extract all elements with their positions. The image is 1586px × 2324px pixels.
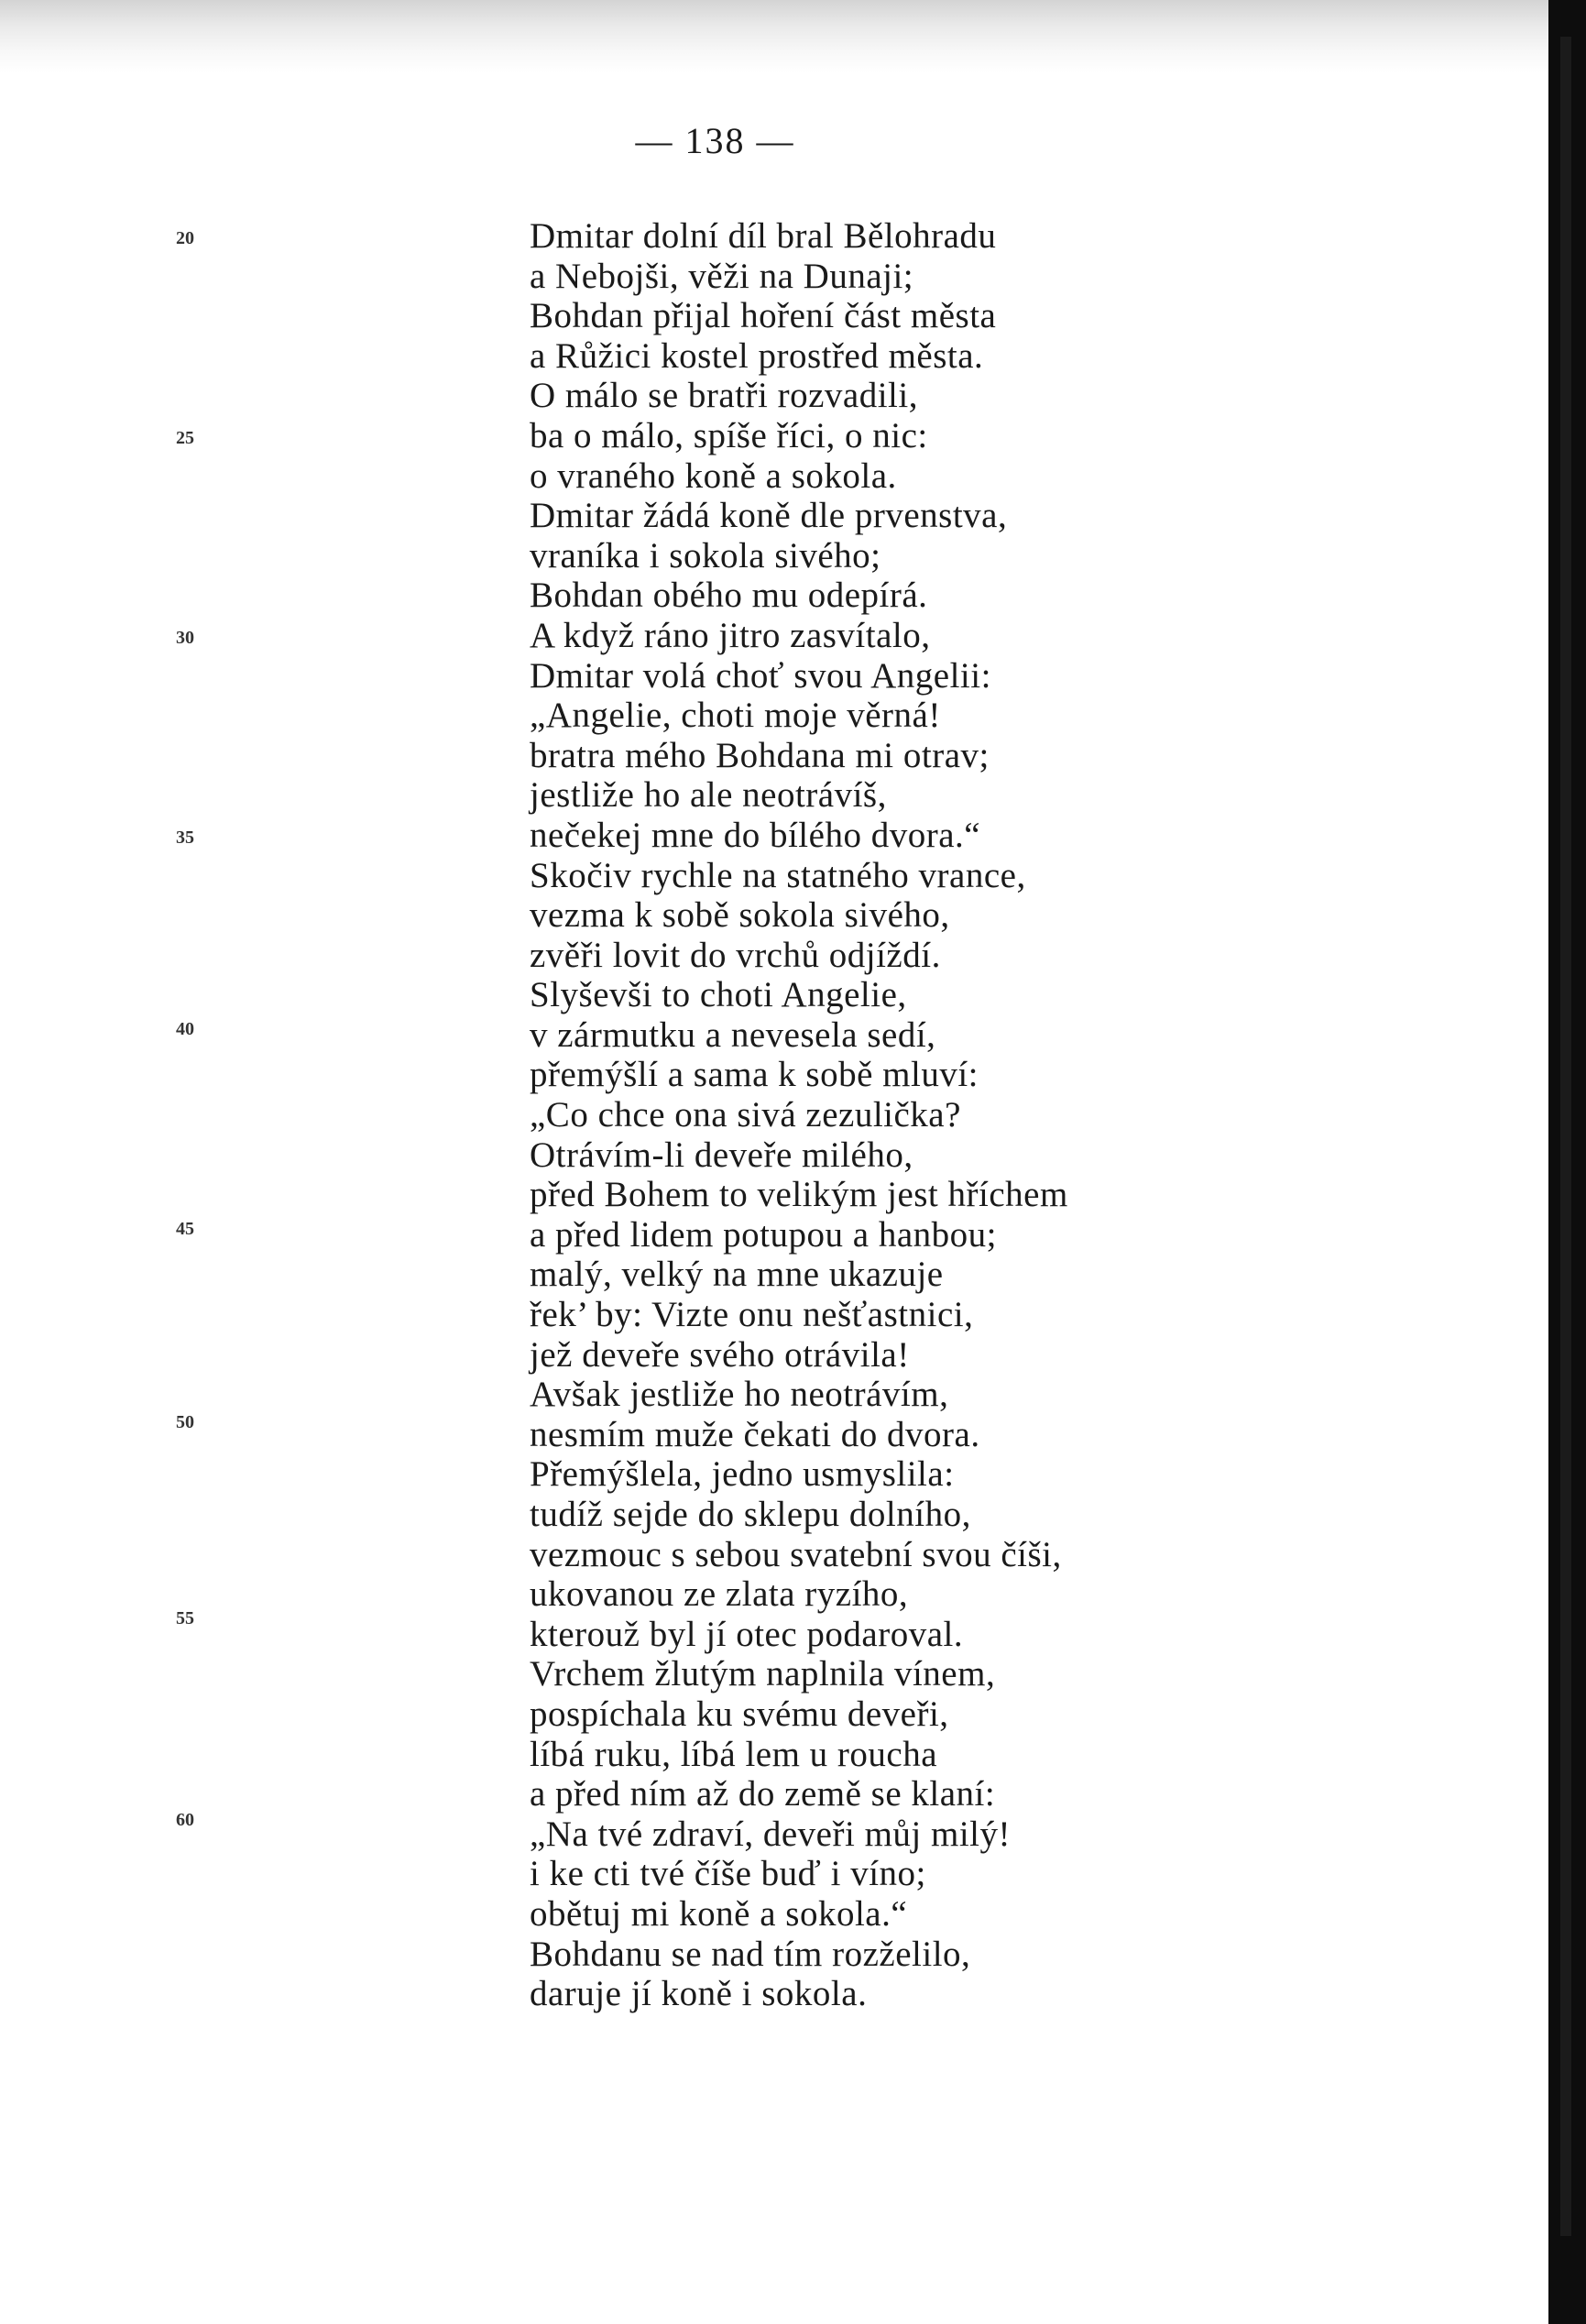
poem-line: Dmitar žádá koně dle prvenstva,	[530, 496, 1008, 536]
poem-line: vezmouc s sebou svatební svou číši,	[530, 1534, 1062, 1574]
scan-right-border-inner	[1560, 37, 1571, 2236]
poem-line: obětuj mi koně a sokola.“	[530, 1893, 908, 1934]
poem-line: jež deveře svého otrávila!	[530, 1334, 910, 1375]
poem-line: pospíchala ku svému deveři,	[530, 1694, 949, 1734]
poem-line: v zármutku a nevesela sedí,	[530, 1014, 936, 1055]
line-number: 30	[176, 628, 194, 648]
poem-line: „Na tvé zdraví, deveři můj milý!	[530, 1814, 1011, 1854]
poem-line: ba o málo, spíše říci, o nic:	[530, 415, 928, 455]
poem-line: Skočiv rychle na statného vrance,	[530, 855, 1026, 895]
poem-line: vraníka i sokola sivého;	[530, 535, 881, 576]
poem-line: jestliže ho ale neotrávíš,	[530, 775, 887, 816]
line-number: 25	[176, 428, 194, 448]
poem-line: Dmitar volá choť svou Angelii:	[530, 655, 991, 696]
poem-line: před Bohem to velikým jest hříchem	[530, 1175, 1068, 1215]
poem-line: o vraného koně a sokola.	[530, 455, 897, 496]
poem-line: „Angelie, choti moje věrná!	[530, 696, 941, 736]
poem-line: nesmím muže čekati do dvora.	[530, 1414, 980, 1454]
poem-line: nečekej mne do bílého dvora.“	[530, 815, 981, 855]
poem-line: daruje jí koně i sokola.	[530, 1974, 868, 2014]
poem-line: „Co chce ona sivá zezulička?	[530, 1095, 961, 1135]
line-number: 40	[176, 1019, 194, 1039]
poem-line: Bohdan přijal hoření část města	[530, 296, 997, 336]
poem-line: Slyševši to choti Angelie,	[530, 975, 907, 1015]
page-number	[0, 119, 1586, 162]
poem-line: malý, velký na mne ukazuje	[530, 1255, 944, 1295]
poem-text	[530, 216, 1068, 2014]
page-number-text: — 138 —	[635, 120, 795, 161]
poem-line: Avšak jestliže ho neotrávím,	[530, 1375, 949, 1415]
poem-line: O málo se bratři rozvadili,	[530, 376, 918, 416]
poem-line: Dmitar dolní díl bral Bělohradu	[530, 216, 997, 256]
poem-line: Přemýšlela, jedno usmyslila:	[530, 1454, 955, 1495]
scan-top-edge	[0, 0, 1548, 73]
poem-line: i ke cti tvé číše buď i víno;	[530, 1854, 926, 1894]
poem-line: bratra mého Bohdana mi otrav;	[530, 735, 990, 775]
line-number: 20	[176, 228, 194, 248]
poem-line: a Nebojši, věži na Dunaji;	[530, 256, 914, 296]
poem-line: ukovanou ze zlata ryzího,	[530, 1574, 909, 1615]
poem-line: a před ním až do země se klaní:	[530, 1774, 996, 1814]
poem-line: Bohdanu se nad tím rozželilo,	[530, 1934, 971, 1974]
poem-line: zvěři lovit do vrchů odjíždí.	[530, 935, 941, 975]
line-number: 45	[176, 1219, 194, 1239]
poem-line: A když ráno jitro zasvítalo,	[530, 615, 931, 655]
poem-line: Vrchem žlutým naplnila vínem,	[530, 1654, 996, 1694]
poem-line: Bohdan obého mu odepírá.	[530, 576, 928, 616]
line-number: 60	[176, 1810, 194, 1830]
poem-line: a Růžici kostel prostřed města.	[530, 335, 984, 376]
poem-line: a před lidem potupou a hanbou;	[530, 1214, 997, 1255]
poem-line: kterouž byl jí otec podaroval.	[530, 1614, 964, 1654]
poem-line: Otrávím-li deveře milého,	[530, 1135, 913, 1175]
poem-line: přemýšlí a sama k sobě mluví:	[530, 1055, 979, 1095]
poem-line: vezma k sobě sokola sivého,	[530, 895, 950, 936]
line-number: 50	[176, 1412, 194, 1432]
poem-line: líbá ruku, líbá lem u roucha	[530, 1734, 938, 1774]
line-number: 55	[176, 1608, 194, 1628]
line-number: 35	[176, 828, 194, 848]
poem-line: tudíž sejde do sklepu dolního,	[530, 1495, 971, 1534]
poem-line: řek’ by: Vizte onu nešťastnici,	[530, 1295, 974, 1335]
